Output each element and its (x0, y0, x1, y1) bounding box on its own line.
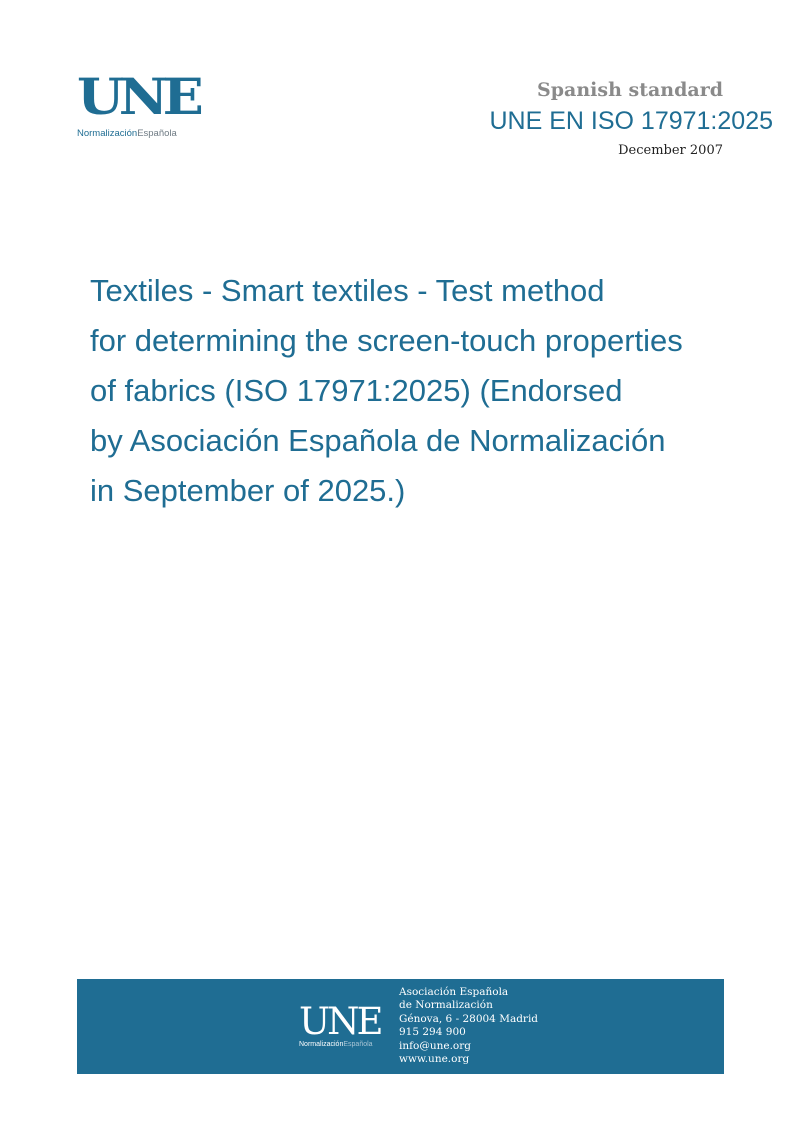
footer-band (77, 979, 724, 1074)
footer-tagline-part-b: Española (343, 1041, 373, 1048)
logo-tagline-part-b: Española (137, 128, 177, 139)
une-logo-tagline (77, 128, 195, 139)
footer-contact-block (399, 986, 538, 1066)
logo-tagline-part-a: Normalización (77, 128, 138, 139)
contact-email[interactable]: info@une.org (399, 1039, 471, 1052)
title-line: by Asociación Española de Normalización (90, 423, 666, 458)
contact-address: Génova, 6 - 28004 Madrid (399, 1012, 539, 1025)
footer-une-logo (299, 1000, 389, 1049)
une-logo-mark: UNE (77, 67, 199, 126)
contact-website[interactable]: www.une.org (399, 1053, 470, 1066)
contact-org-name-cont: de Normalización (399, 999, 493, 1012)
standard-kind: Spanish standard (537, 79, 723, 101)
footer-tagline-part-a: Normalización (299, 1041, 344, 1048)
une-logo (77, 67, 199, 139)
footer-logo-mark: UNE (299, 1000, 381, 1043)
contact-org-name: Asociación Española (399, 986, 509, 998)
standard-code: UNE EN ISO 17971:2025 (489, 107, 773, 135)
title-line: Textiles - Smart textiles - Test method (90, 273, 605, 308)
contact-phone: 915 294 900 (399, 1026, 466, 1039)
standard-date: December 2007 (618, 143, 723, 158)
title-line: in September of 2025.) (90, 473, 406, 508)
document-title (90, 266, 683, 516)
title-line: for determining the screen-touch properties (90, 323, 683, 358)
title-line: of fabrics (ISO 17971:2025) (Endorsed (90, 373, 623, 408)
